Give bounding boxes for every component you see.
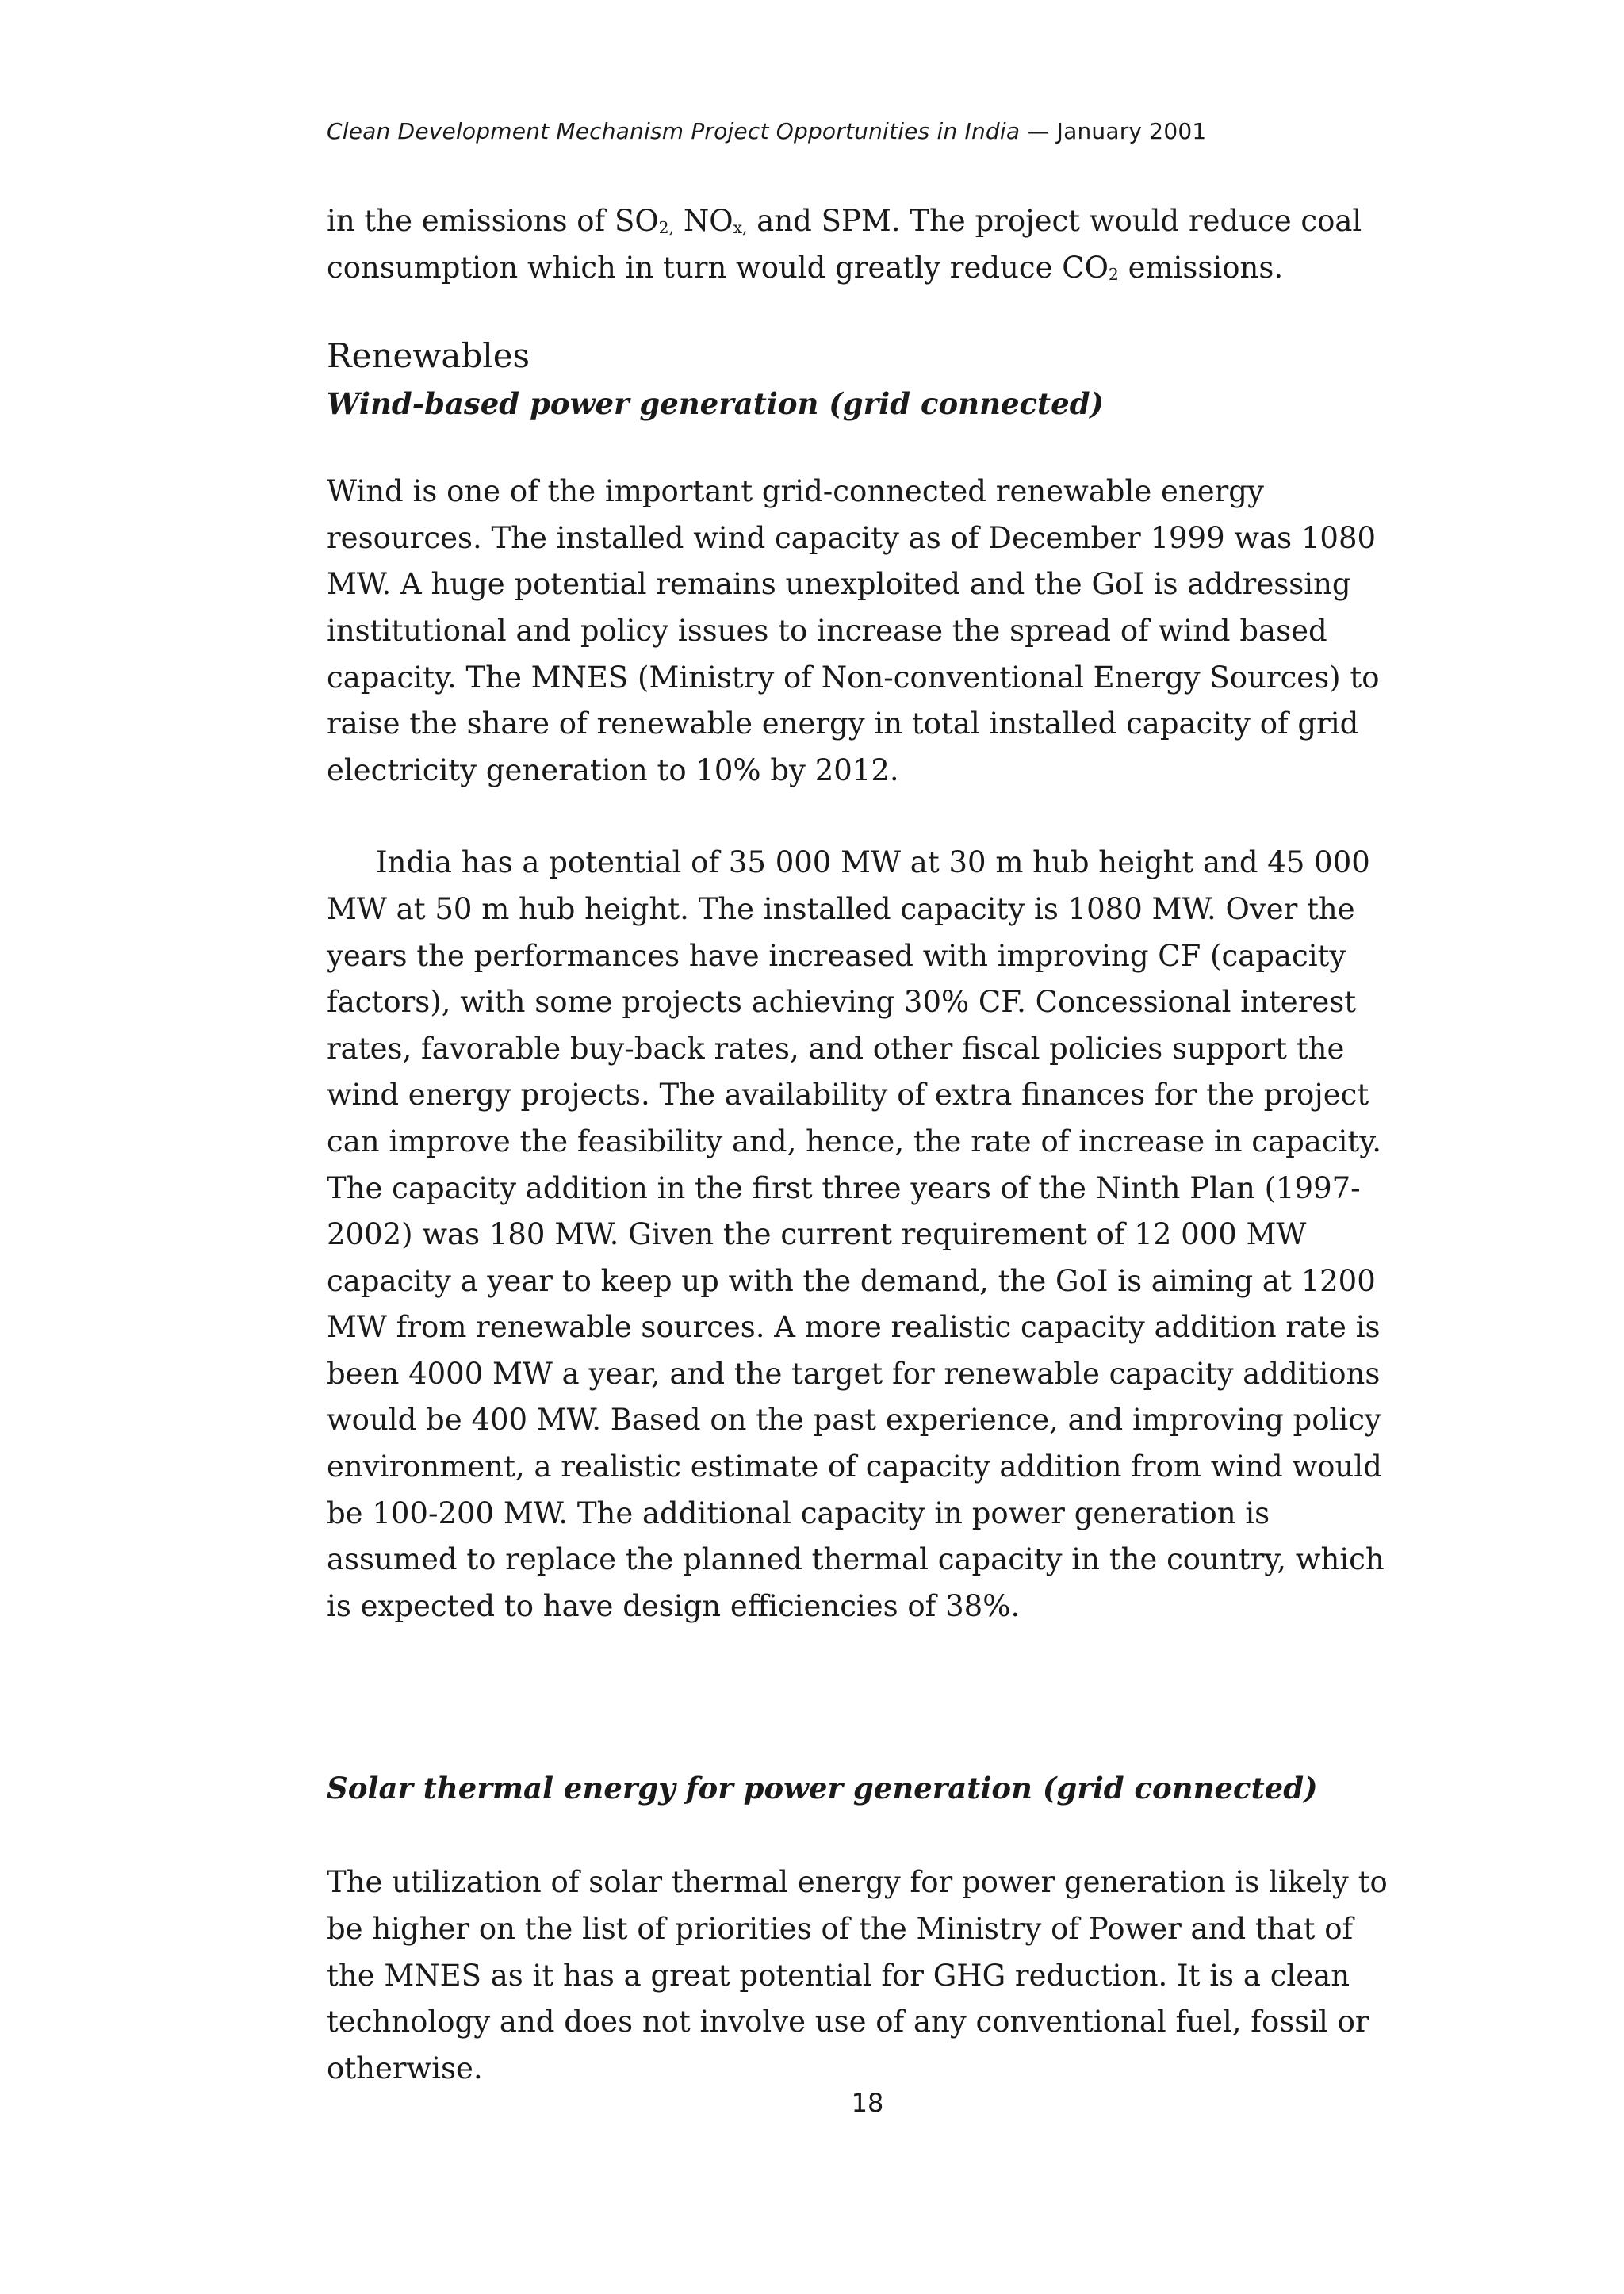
running-header-separator: — (1027, 118, 1050, 144)
section-heading-renewables: Renewables (327, 336, 530, 376)
so2-subscript: 2, (658, 218, 675, 238)
page-body (327, 198, 1405, 2092)
running-header-date: January 2001 (1056, 118, 1207, 144)
intro-text-3: and SPM. The project would reduce coal consumption which in turn would greatly reduce CO (327, 204, 1362, 285)
running-header-title: Clean Development Mechanism Project Opportunities in India (327, 118, 1021, 144)
running-header (327, 116, 1206, 147)
co2-subscript: 2 (1108, 264, 1119, 284)
wind-heading: Wind-based power generation (grid connected) (327, 386, 1105, 422)
intro-text-2: NO (674, 204, 733, 238)
wind-paragraph-1: Wind is one of the important grid-connected renewable energy resources. The installed wind capacity as of December 1999 was 1080 MW. A huge potential remains unexploited and the GoI is addressing institutional and policy issues to increase the spread of wind based capacity. The MNES (Ministry of Non-conventional Energy Sources) to raise the share of renewable energy in total installed capacity of grid electricity generation to 10% by 2012. (327, 474, 1380, 787)
wind-paragraph-2: India has a potential of 35 000 MW at 30 m hub height and 45 000 MW at 50 m hub height. The installed capacity is 1080 MW. Over the years the performances have increased with improving CF (capacity factors), with some projects achieving 30% CF. Concessional interest rates, favorable buy-back rates, and other fiscal policies support the wind energy projects. The availability of extra finances for the project can improve the feasibility and, hence, the rate of increase in capacity. The capacity addition in the first three years of the Ninth Plan (1997-2002) was 180 MW. Given the current requirement of 12 000 MW capacity a year to keep up with the demand, the GoI is aiming at 1200 MW from renewable sources. A more realistic capacity addition rate is been 4000 MW a year, and the target for renewable capacity additions would be 400 MW. Based on the past experience, and improving policy environment, a realistic estimate of capacity addition from wind would be 100-200 MW. The additional capacity in power generation is assumed to replace the planned thermal capacity in the country, which is expected to have design efficiencies of 38%. (327, 845, 1385, 1623)
intro-text-1: in the emissions of SO (327, 204, 659, 238)
page-number: 18 (851, 2088, 884, 2118)
solar-heading: Solar thermal energy for power generation (grid connected) (327, 1771, 1318, 1806)
nox-subscript: x, (733, 218, 748, 238)
intro-paragraph (327, 198, 1405, 291)
intro-text-4: emissions. (1118, 250, 1284, 285)
solar-paragraph: The utilization of solar thermal energy for power generation is likely to be higher on the list of priorities of the Ministry of Power and that of the MNES as it has a great potential for GHG reduction. It is a clean technology and does not involve use of any conventional fuel, fossil or otherwise. (327, 1865, 1388, 2085)
